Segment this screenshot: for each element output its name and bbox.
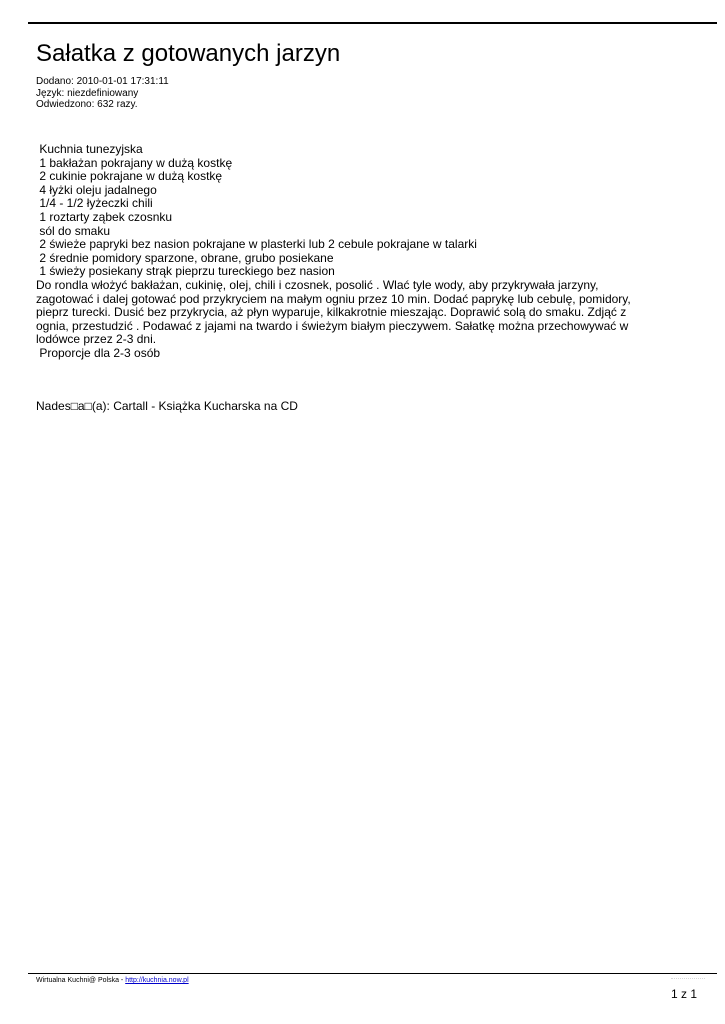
ingredient-line: 1 świeży posiekany strąk pieprzu tureckiego bez nasion — [36, 264, 335, 279]
added-date: Dodano: 2010-01-01 17:31:11 — [36, 76, 169, 87]
footer-source — [36, 976, 189, 985]
recipe-meta — [36, 76, 169, 111]
sender-credit: Nades□a□(a): Cartall - Książka Kucharska na CD — [36, 399, 298, 413]
cuisine-label: Kuchnia tunezyjska — [36, 142, 143, 156]
visit-count: Odwiedzono: 632 razy. — [36, 99, 138, 110]
footer-faint-mark — [671, 978, 705, 979]
footer-site-link[interactable]: http://kuchnia.now.pl — [125, 977, 189, 984]
ingredient-line: 2 cukinie pokrajane w dużą kostkę — [36, 169, 223, 184]
ingredient-line: 1 bakłażan pokrajany w dużą kostkę — [36, 155, 233, 170]
ingredient-line: 4 łyżki oleju jadalnego — [36, 182, 157, 197]
footer-divider — [28, 973, 717, 974]
language-info: Język: niezdefiniowany — [36, 87, 139, 99]
instructions-paragraph: Do rondla włożyć bakłażan, cukinię, olej, chili i czosnek, posolić . Wlać tyle wody, aby przykrywała jarzyny, zagotować i dalej gotować pod przykryciem na małym ogniu przez 10 min. Dodać paprykę lub cebulę, pomidory, pieprz turecki. Dusić bez przykrycia, aż płyn wyparuje, kilkakrotnie mieszając. Doprawić solą do smaku. Zdjąć z ognia, przestudzić . Podawać z jajami na twardo i świeżym białym pieczywem. Sałatkę można przechowywać w lodówce przez 2-3 dni. — [36, 277, 631, 347]
ingredient-line: 1 roztarty ząbek czosnku — [36, 209, 173, 224]
page-title: Sałatka z gotowanych jarzyn — [36, 40, 341, 67]
ingredient-line: 2 świeże papryki bez nasion pokrajane w plasterki lub 2 cebule pokrajane w talarki — [36, 237, 477, 252]
ingredient-line: 2 średnie pomidory sparzone, obrane, grubo posiekane — [36, 250, 334, 265]
top-divider — [28, 22, 717, 24]
portions-label: Proporcje dla 2-3 osób — [36, 345, 161, 360]
ingredient-line: 1/4 - 1/2 łyżeczki chili — [36, 196, 153, 211]
page-number: 1 z 1 — [670, 987, 697, 1001]
recipe-body — [36, 143, 648, 361]
ingredient-line: sól do smaku — [36, 223, 111, 238]
footer-site-label: Wirtualna Kuchni@ Polska - — [36, 977, 126, 984]
